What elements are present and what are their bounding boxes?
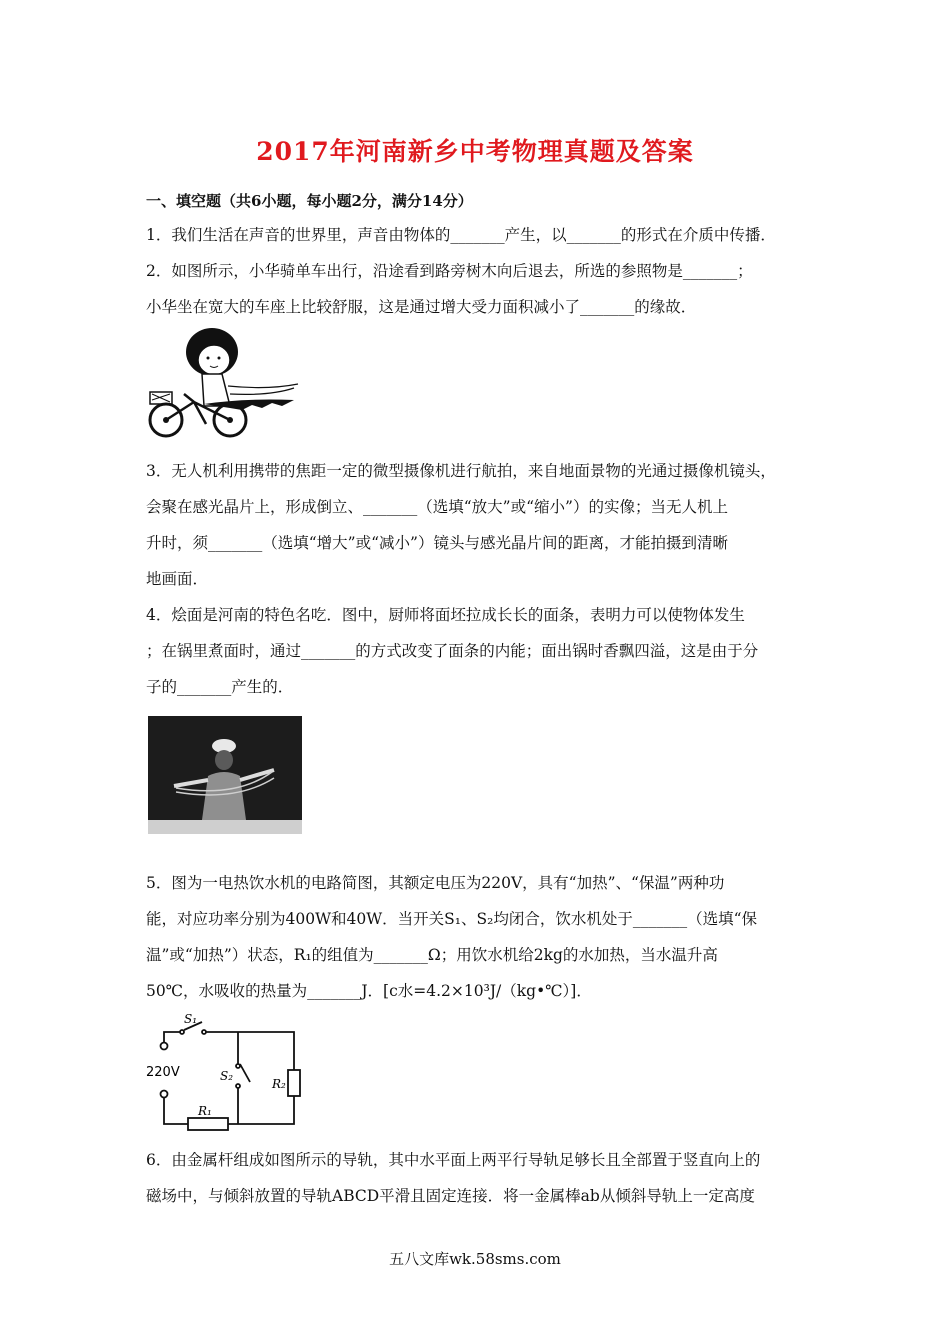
question-line: 50℃，水吸收的热量为_______J．[c水=4.2×10³J/（kg•℃）]． <box>146 982 592 1000</box>
question-line: 小华坐在宽大的车座上比较舒服，这是通过增大受力面积减小了_______的缘故． <box>146 298 697 316</box>
s2-label: S₂ <box>220 1069 234 1083</box>
r1-label: R₁ <box>198 1104 212 1118</box>
question-line: 能，对应功率分别为400W和40W．当开关S₁、S₂均闭合，饮水机处于_______（选填“保 <box>146 910 758 928</box>
question-line: 4．烩面是河南的特色名吃．图中，厨师将面坯拉成长长的面条，表明力可以使物体发生 <box>146 606 745 624</box>
question-line: 2．如图所示，小华骑单车出行，沿途看到路旁树木向后退去，所选的参照物是_______； <box>146 262 753 280</box>
page-title: 2017年河南新乡中考物理真题及答案 <box>256 137 694 166</box>
chef-photo <box>146 716 304 836</box>
question-line: 升时，须_______（选填“增大”或“减小”）镜头与感光晶片间的距离，才能拍摄到清晰 <box>146 534 728 552</box>
question-line: 3．无人机利用携带的焦距一定的微型摄像机进行航拍，来自地面景物的光通过摄像机镜头， <box>146 462 776 480</box>
bicycle-figure <box>144 324 314 446</box>
question-line: 会聚在感光晶片上，形成倒立、_______（选填“放大”或“缩小”）的实像；当无人机上 <box>146 498 728 516</box>
question-line: 温”或“加热”）状态，R₁的组值为_______Ω；用饮水机给2kg的水加热，当水温升高 <box>146 946 718 964</box>
question-line: ；在锅里煮面时，通过_______的方式改变了面条的内能；面出锅时香飘四溢，这是由于分 <box>146 642 759 660</box>
voltage-label: 220V <box>146 1065 180 1080</box>
question-line: 磁场中，与倾斜放置的导轨ABCD平滑且固定连接．将一金属棒ab从倾斜导轨上一定高度 <box>146 1187 755 1205</box>
question-line: 5．图为一电热饮水机的电路简图，其额定电压为220V，具有“加热”、“保温”两种功 <box>146 874 725 892</box>
question-line: 地画面． <box>146 570 209 588</box>
s1-label: S₁ <box>184 1012 198 1026</box>
page-footer: 五八文库wk.58sms.com <box>389 1250 561 1268</box>
r2-label: R₂ <box>272 1077 286 1091</box>
circuit-diagram <box>144 1012 310 1132</box>
question-line: 6．由金属杆组成如图所示的导轨，其中水平面上两平行导轨足够长且全部置于竖直向上的 <box>146 1151 761 1169</box>
question-line: 子的_______产生的． <box>146 678 294 696</box>
section-heading: 一、填空题（共6小题，每小题2分，满分14分） <box>146 192 473 210</box>
question-line: 1．我们生活在声音的世界里，声音由物体的_______产生，以_______的形式在介质中传播． <box>146 226 776 244</box>
